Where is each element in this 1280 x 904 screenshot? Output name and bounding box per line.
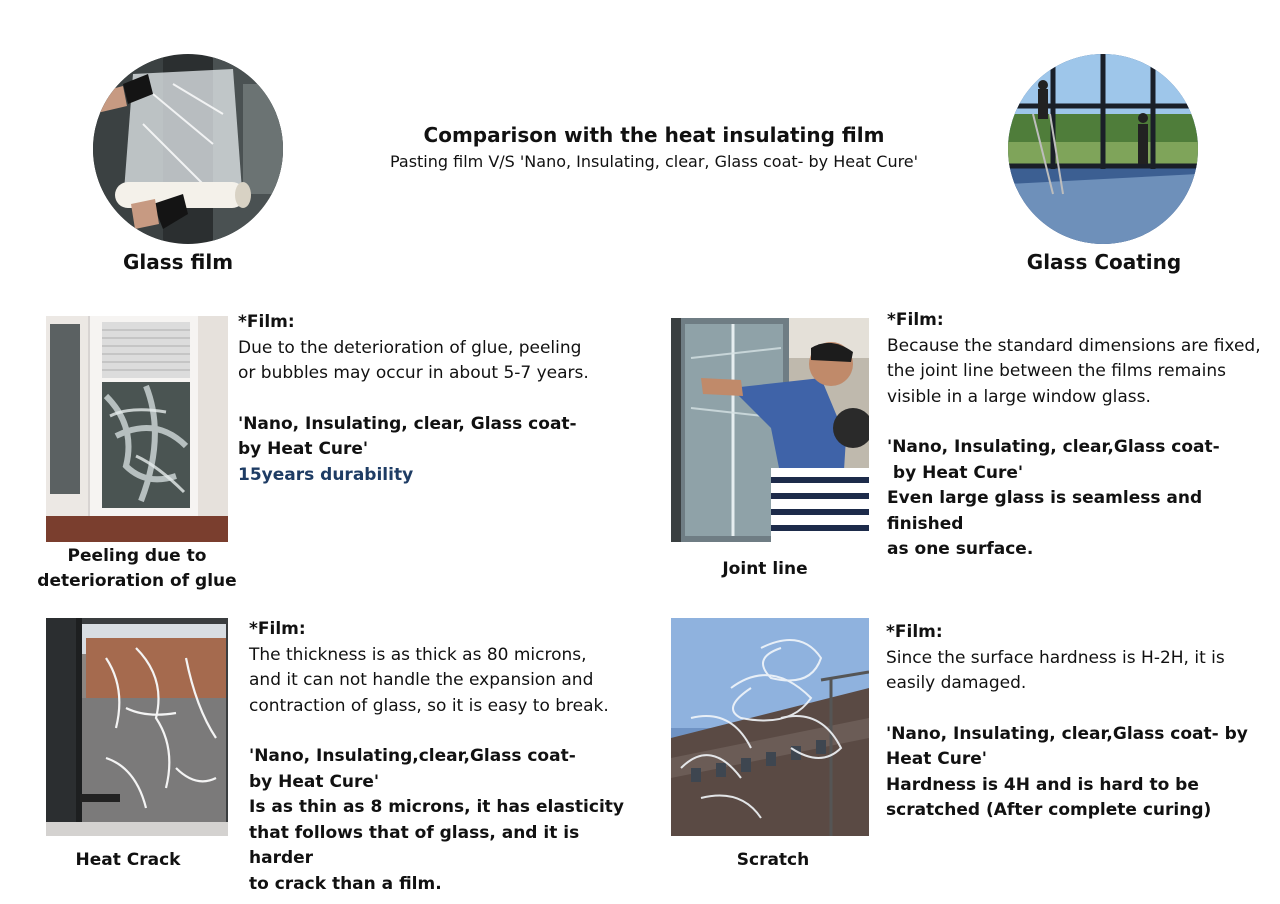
caption-line: Heat Crack <box>75 850 181 870</box>
film-line: The thickness is as thick as 80 microns, <box>249 644 587 665</box>
caption-line: Peeling due to <box>67 546 207 566</box>
peeling-text <box>238 310 638 488</box>
peeling-photo <box>46 316 228 542</box>
coat-line: by Heat Cure' <box>249 771 380 792</box>
caption-line: Scratch <box>736 850 810 870</box>
film-line: easily damaged. <box>886 673 1027 693</box>
film-line: Because the standard dimensions are fixed, <box>887 335 1261 356</box>
coat-line: 'Nano, Insulating, clear,Glass coat- <box>887 437 1220 457</box>
result-line: as one surface. <box>887 539 1034 559</box>
peeling-caption <box>36 544 238 594</box>
scratch-photo <box>671 618 869 836</box>
joint-line-photo <box>671 318 869 542</box>
glass-coating-photo <box>1008 54 1198 244</box>
result-line: Is as thin as 8 microns, it has elasticity <box>249 797 624 817</box>
result-line: 15years durability <box>238 464 414 485</box>
caption-line: Joint line <box>722 559 808 579</box>
heat-crack-text <box>249 617 644 897</box>
result-line: that follows that of glass, and it is harder <box>249 822 580 868</box>
result-line: Hardness is 4H and is hard to be <box>886 774 1199 795</box>
film-line: Since the surface hardness is H-2H, it is <box>886 647 1225 668</box>
caption-line: deterioration of glue <box>37 571 237 591</box>
coat-line: 'Nano, Insulating, clear, Glass coat- <box>238 413 577 434</box>
heat-crack-photo <box>46 618 228 836</box>
joint-line-caption <box>665 557 865 582</box>
coat-line: 'Nano, Insulating,clear,Glass coat- <box>249 746 576 766</box>
coat-line: Heat Cure' <box>886 749 987 769</box>
result-line: to crack than a film. <box>249 873 442 894</box>
film-line: Due to the deterioration of glue, peeling <box>238 337 582 358</box>
film-heading: *Film: <box>238 312 295 332</box>
scratch-caption <box>673 848 873 873</box>
film-line: and it can not handle the expansion and <box>249 670 594 690</box>
film-heading: *Film: <box>886 622 943 642</box>
coat-line: by Heat Cure' <box>887 462 1024 483</box>
glass-film-photo <box>93 54 283 244</box>
joint-line-text <box>887 308 1272 563</box>
film-line: the joint line between the films remains <box>887 361 1226 381</box>
page-subtitle: Pasting film V/S 'Nano, Insulating, clear, Glass coat- by Heat Cure' <box>389 152 919 171</box>
page-title: Comparison with the heat insulating film <box>423 123 885 147</box>
film-line: or bubbles may occur in about 5-7 years. <box>238 363 589 383</box>
scratch-text <box>886 620 1271 824</box>
heat-crack-caption <box>28 848 228 873</box>
film-line: visible in a large window glass. <box>887 386 1151 407</box>
film-heading: *Film: <box>249 619 306 639</box>
glass-film-label: Glass film <box>122 250 234 274</box>
glass-coating-label: Glass Coating <box>1026 250 1182 274</box>
coat-line: 'Nano, Insulating, clear,Glass coat- by <box>886 723 1248 744</box>
film-line: contraction of glass, so it is easy to break. <box>249 695 609 716</box>
film-heading: *Film: <box>887 310 944 330</box>
coat-line: by Heat Cure' <box>238 439 369 459</box>
result-line: scratched (After complete curing) <box>886 800 1212 820</box>
result-line: Even large glass is seamless and finished <box>887 488 1203 534</box>
